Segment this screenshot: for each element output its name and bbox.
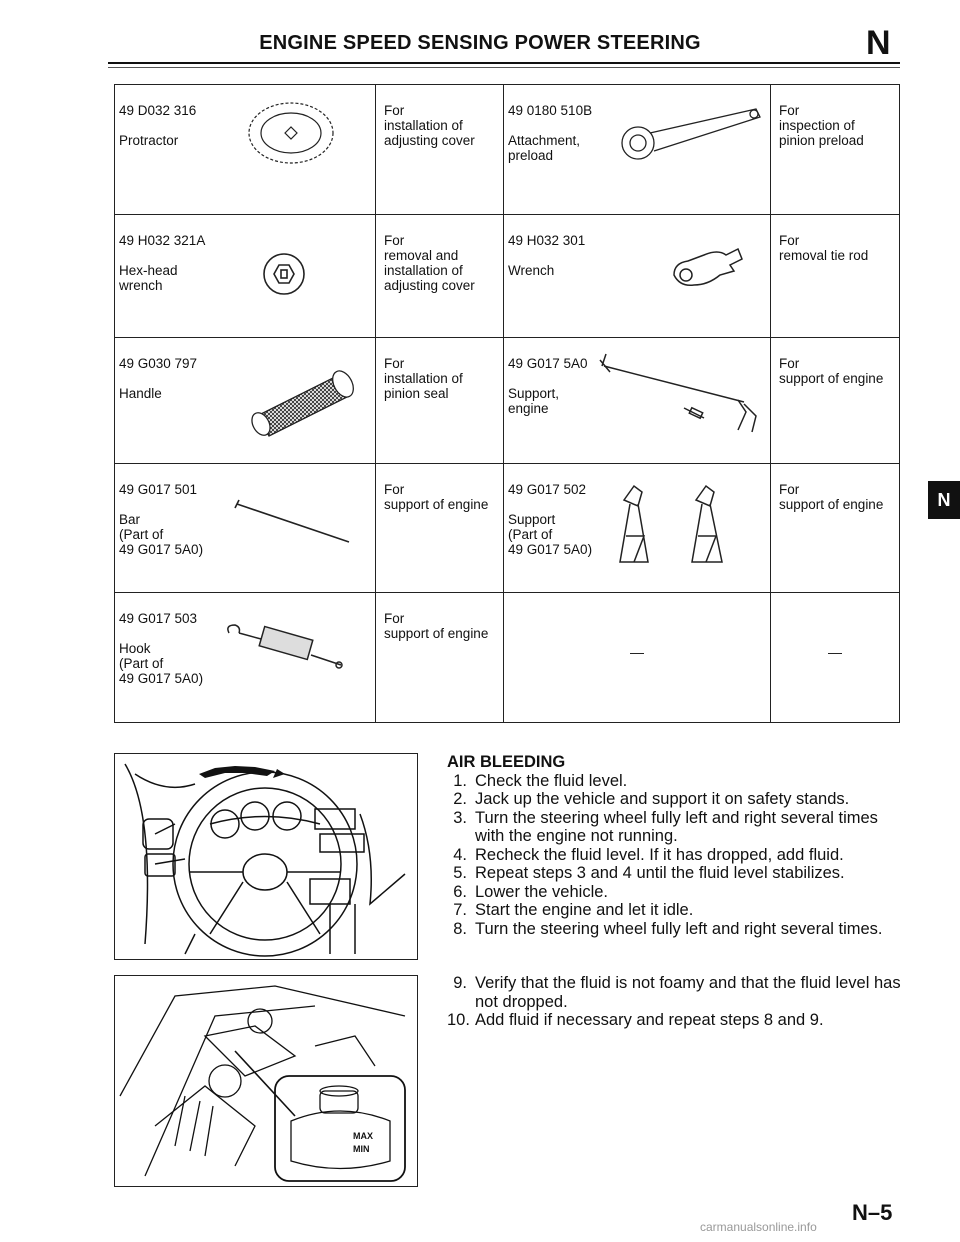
bleeding-step — [447, 920, 903, 939]
step-text: Turn the steering wheel fully left and right several times. — [475, 919, 883, 938]
air-bleeding-steps — [447, 772, 903, 939]
tool-part-number: 49 H032 321A — [119, 233, 206, 248]
tool-name: Support (Part of 49 G017 5A0) — [508, 512, 593, 557]
steering-wheel-illustration — [115, 754, 417, 959]
tool-part-number: 49 G017 501 — [119, 482, 198, 497]
tool-part-number: 49 G030 797 — [119, 356, 198, 371]
tool-cell — [115, 464, 376, 593]
step-number: 7. — [453, 901, 467, 919]
tool-cell — [504, 593, 771, 723]
tool-usage-cell — [771, 215, 900, 338]
step-number: 6. — [453, 882, 467, 901]
page-title: ENGINE SPEED SENSING POWER STEERING — [259, 32, 701, 54]
tool-cell — [504, 464, 771, 593]
tool-usage: For inspection of pinion preload — [779, 103, 864, 148]
step-number: 4. — [453, 845, 467, 864]
tool-cell — [115, 215, 376, 338]
step-number: 1. — [453, 771, 467, 790]
section-tab[interactable]: N — [928, 481, 960, 519]
bleeding-step — [447, 1011, 903, 1030]
step-text: Add fluid if necessary and repeat steps 8 and 9. — [475, 1011, 824, 1029]
tool-usage-cell — [376, 464, 504, 593]
header-rule-thin — [108, 67, 900, 68]
bleeding-step — [447, 864, 903, 883]
bleeding-step — [447, 809, 903, 846]
empty-dash: — — [828, 644, 842, 660]
special-tools-table — [114, 84, 900, 723]
tool-cell — [115, 85, 376, 215]
tool-usage: For support of engine — [384, 611, 489, 641]
handle-icon — [245, 358, 365, 441]
tools-table-row — [115, 85, 900, 215]
tools-table-row — [115, 593, 900, 723]
tool-usage-cell — [771, 338, 900, 464]
step-text: Jack up the vehicle and support it on safety stands. — [475, 790, 850, 808]
bleeding-step — [447, 883, 903, 902]
fluid-reservoir-figure — [114, 975, 418, 1187]
tool-usage: For support of engine — [779, 356, 884, 386]
air-bleeding-section — [447, 753, 903, 938]
protractor-icon — [245, 99, 337, 172]
tool-name: Hex-head wrench — [119, 263, 178, 293]
tool-name: Protractor — [119, 133, 179, 148]
step-text: Check the fluid level. — [475, 771, 628, 790]
step-number: 10. — [447, 1011, 470, 1029]
step-text: Turn the steering wheel fully left and right several times with the engine not running. — [475, 808, 878, 845]
tool-usage-cell — [376, 593, 504, 723]
tool-cell — [115, 338, 376, 464]
tool-usage-cell — [771, 85, 900, 215]
tool-usage-cell — [771, 593, 900, 723]
tools-table-row — [115, 464, 900, 593]
air-bleeding-steps-continued — [447, 974, 903, 1030]
tool-cell — [504, 338, 771, 464]
min-label: MIN — [353, 1144, 370, 1154]
tool-cell — [115, 593, 376, 723]
tool-part-number: 49 D032 316 — [119, 103, 197, 118]
tool-usage-cell — [771, 464, 900, 593]
step-text: Verify that the fluid is not foamy and that the fluid level has not dropped. — [475, 974, 901, 1011]
header-rule — [108, 62, 900, 64]
bleeding-step — [447, 772, 903, 791]
bleeding-step — [447, 901, 903, 920]
max-label: MAX — [353, 1131, 373, 1141]
tool-usage: For support of engine — [384, 482, 489, 512]
support-icon — [604, 478, 754, 571]
tool-part-number: 49 G017 5A0 — [508, 356, 588, 371]
tool-name: Bar (Part of 49 G017 5A0) — [119, 512, 204, 557]
bleeding-step — [447, 974, 903, 1011]
step-number: 2. — [453, 790, 467, 808]
air-bleeding-title: AIR BLEEDING — [447, 753, 566, 771]
bar-icon — [233, 498, 353, 551]
hook-icon — [225, 623, 345, 676]
bleeding-step — [447, 846, 903, 865]
tool-cell — [504, 215, 771, 338]
engine-support-icon — [594, 352, 764, 440]
tool-usage: For support of engine — [779, 482, 884, 512]
step-number: 9. — [453, 974, 467, 992]
tool-name: Handle — [119, 386, 162, 401]
tool-part-number: 49 H032 301 — [508, 233, 586, 248]
wrench-icon — [664, 245, 744, 298]
tool-usage: For removal and installation of adjusting cover — [384, 233, 475, 293]
tools-table-row — [115, 215, 900, 338]
tool-part-number: 49 G017 502 — [508, 482, 587, 497]
tool-name: Attachment, preload — [508, 133, 581, 163]
bleeding-step — [447, 790, 903, 809]
tool-usage-cell — [376, 215, 504, 338]
step-text: Repeat steps 3 and 4 until the fluid level stabilizes. — [475, 864, 845, 882]
tool-name: Wrench — [508, 263, 555, 278]
step-text: Recheck the fluid level. If it has dropped, add fluid. — [475, 845, 844, 864]
section-letter: N — [866, 24, 891, 62]
tool-cell — [504, 85, 771, 215]
tools-table-row — [115, 338, 900, 464]
hex-wrench-icon — [261, 251, 307, 300]
watermark: carmanualsonline.info — [700, 1220, 817, 1234]
step-text: Lower the vehicle. — [475, 882, 608, 901]
tool-name: Support, engine — [508, 386, 560, 416]
steering-wheel-figure — [114, 753, 418, 960]
preload-attachment-icon — [616, 103, 766, 166]
tool-usage: For installation of adjusting cover — [384, 103, 475, 148]
step-number: 5. — [453, 864, 467, 882]
tool-name: Hook (Part of 49 G017 5A0) — [119, 641, 204, 686]
step-number: 3. — [453, 808, 467, 827]
tool-usage: For removal tie rod — [779, 233, 869, 263]
fluid-reservoir-illustration — [115, 976, 417, 1186]
step-number: 8. — [453, 919, 467, 938]
tool-usage-cell — [376, 338, 504, 464]
step-text: Start the engine and let it idle. — [475, 901, 694, 919]
tool-usage-cell — [376, 85, 504, 215]
empty-dash: — — [630, 644, 644, 660]
air-bleeding-continued — [447, 974, 903, 1030]
page-number: N–5 — [852, 1200, 893, 1225]
tool-part-number: 49 0180 510B — [508, 103, 593, 118]
tool-part-number: 49 G017 503 — [119, 611, 198, 626]
tool-usage: For installation of pinion seal — [384, 356, 463, 401]
